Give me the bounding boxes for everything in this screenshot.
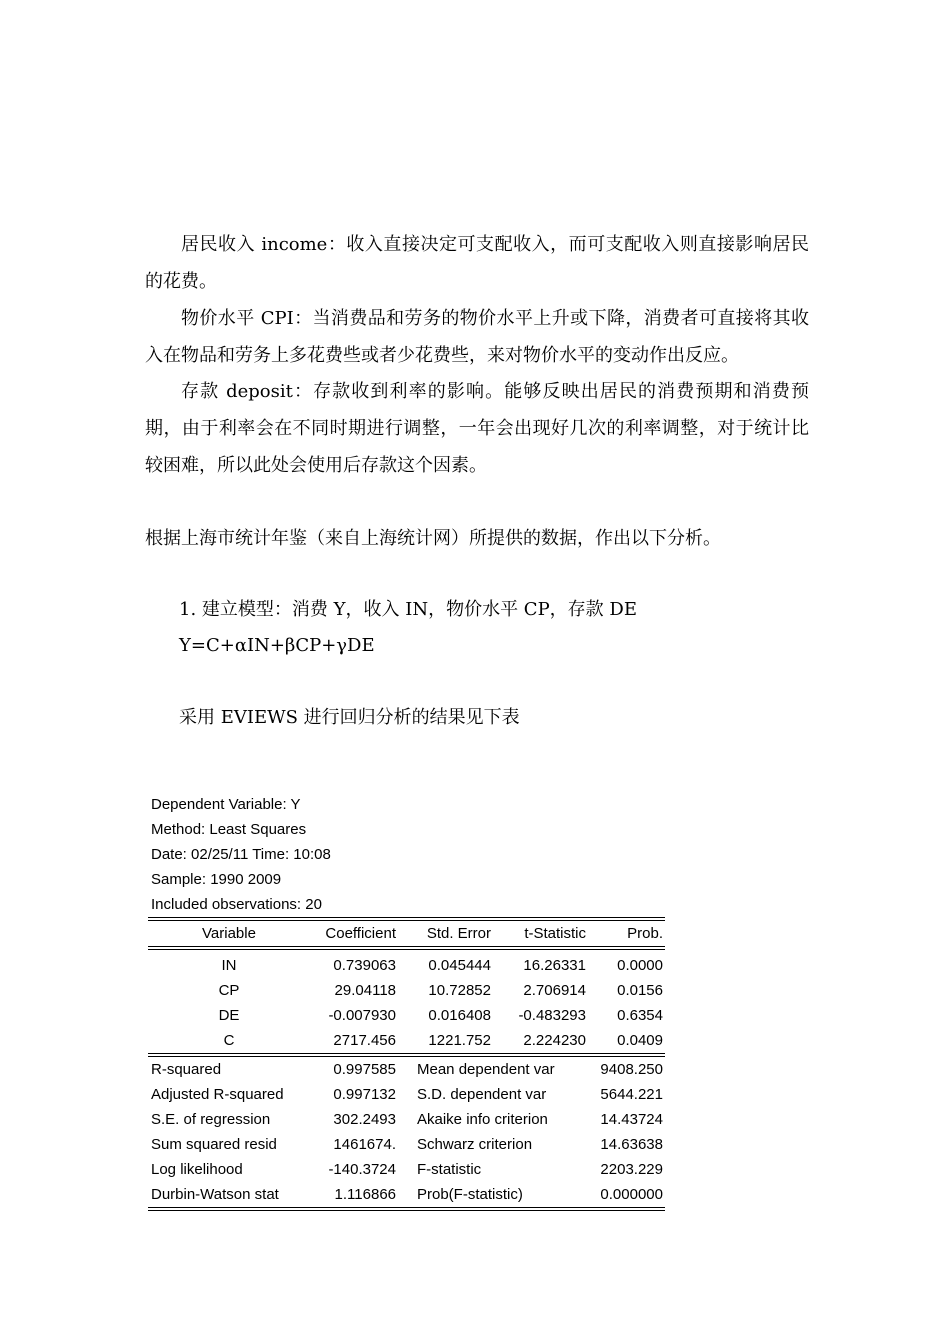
- prob-value: 0.0409: [617, 1032, 663, 1049]
- variable-name: CP: [218, 982, 240, 999]
- stat-label: Sum squared resid: [151, 1136, 277, 1153]
- paragraph-data-source: 根据上海市统计年鉴（来自上海统计网）所提供的数据，作出以下分析。: [145, 528, 721, 549]
- stat-label: Prob(F-statistic): [417, 1186, 523, 1203]
- column-header: Prob.: [627, 925, 663, 942]
- variable-name: C: [223, 1032, 235, 1049]
- eviews-intro: 采用 EVIEWS 进行回归分析的结果见下表: [179, 707, 520, 728]
- table-row: [148, 978, 665, 1003]
- t-statistic-value: 2.706914: [523, 982, 586, 999]
- summary-statistics-table: [148, 1057, 665, 1207]
- std-error-value: 10.72852: [428, 982, 491, 999]
- table-row: [148, 1157, 665, 1182]
- variable-name: DE: [218, 1007, 240, 1024]
- column-header: t-Statistic: [524, 925, 586, 942]
- coefficient-value: -0.007930: [328, 1007, 396, 1024]
- column-header: Variable: [202, 925, 256, 942]
- stat-value: 0.997585: [333, 1061, 396, 1078]
- table-row: [148, 1057, 665, 1082]
- stat-value: 14.43724: [600, 1111, 663, 1128]
- table-row: [148, 1082, 665, 1107]
- stat-label: S.D. dependent var: [417, 1086, 547, 1103]
- model-heading: 1. 建立模型：消费 Y，收入 IN，物价水平 CP，存款 DE: [179, 599, 637, 620]
- table-row: [148, 1132, 665, 1157]
- stat-label: Durbin-Watson stat: [151, 1186, 279, 1203]
- table-row: [148, 1107, 665, 1132]
- stat-value: 5644.221: [600, 1086, 663, 1103]
- table-row: [148, 1028, 665, 1053]
- stat-value: 9408.250: [600, 1061, 663, 1078]
- std-error-value: 1221.752: [428, 1032, 491, 1049]
- prob-value: 0.0156: [617, 982, 663, 999]
- prob-value: 0.6354: [617, 1007, 663, 1024]
- std-error-value: 0.016408: [428, 1007, 491, 1024]
- model-equation: Y=C+αIN+βCP+γDE: [179, 635, 375, 656]
- prob-value: 0.0000: [617, 957, 663, 974]
- column-header: Std. Error: [426, 925, 491, 942]
- coefficient-value: 0.739063: [333, 957, 396, 974]
- t-statistic-value: -0.483293: [518, 1007, 586, 1024]
- stat-value: -140.3724: [328, 1161, 396, 1178]
- stat-label: Mean dependent var: [417, 1061, 555, 1078]
- coefficient-header-row: [148, 921, 665, 946]
- t-statistic-value: 2.224230: [523, 1032, 586, 1049]
- date-time-line: Date: 02/25/11 Time: 10:08: [151, 846, 331, 863]
- paragraph-deposit: 存款 deposit：存款收到利率的影响。能够反映出居民的消费预期和消费预期，由于利率会在不同时期进行调整，一年会出现好几次的利率调整，对于统计比较困难，所以此处会使用后存款这个因素。: [145, 381, 809, 476]
- paragraph-income: 居民收入 income：收入直接决定可支配收入，而可支配收入则直接影响居民的花费。: [145, 234, 809, 292]
- table-row: [148, 1182, 665, 1207]
- coefficient-table: [148, 921, 665, 946]
- table-row: [148, 953, 665, 978]
- stat-label: F-statistic: [417, 1161, 482, 1178]
- table-bottom-rule: [148, 1207, 665, 1211]
- stat-label: Schwarz criterion: [417, 1136, 533, 1153]
- regression-output: [148, 792, 665, 1211]
- sample-line: Sample: 1990 2009: [151, 871, 282, 888]
- stat-value: 1461674.: [333, 1136, 396, 1153]
- method-line: Method: Least Squares: [151, 821, 307, 838]
- std-error-value: 0.045444: [428, 957, 491, 974]
- stat-value: 302.2493: [333, 1111, 396, 1128]
- variable-name: IN: [221, 957, 237, 974]
- coefficient-rows: [148, 953, 665, 1053]
- stat-value: 1.116866: [334, 1186, 396, 1203]
- observations-line: Included observations: 20: [151, 896, 322, 913]
- dependent-variable-line: Dependent Variable: Y: [151, 796, 301, 813]
- stat-value: 0.997132: [333, 1086, 396, 1103]
- stat-label: Adjusted R-squared: [151, 1086, 284, 1103]
- stat-label: R-squared: [151, 1061, 222, 1078]
- table-row: [148, 1003, 665, 1028]
- coefficient-value: 29.04118: [334, 982, 396, 999]
- paragraph-cpi: 物价水平 CPI：当消费品和劳务的物价水平上升或下降，消费者可直接将其收入在物品和劳务上多花费些或者少花费些，来对物价水平的变动作出反应。: [145, 308, 809, 366]
- stat-value: 14.63638: [600, 1136, 663, 1153]
- stat-label: S.E. of regression: [151, 1111, 271, 1128]
- t-statistic-value: 16.26331: [523, 957, 586, 974]
- stat-value: 2203.229: [600, 1161, 663, 1178]
- stat-label: Log likelihood: [151, 1161, 243, 1178]
- stat-label: Akaike info criterion: [417, 1111, 548, 1128]
- stat-value: 0.000000: [600, 1186, 663, 1203]
- column-header: Coefficient: [325, 925, 396, 942]
- coefficient-value: 2717.456: [333, 1032, 396, 1049]
